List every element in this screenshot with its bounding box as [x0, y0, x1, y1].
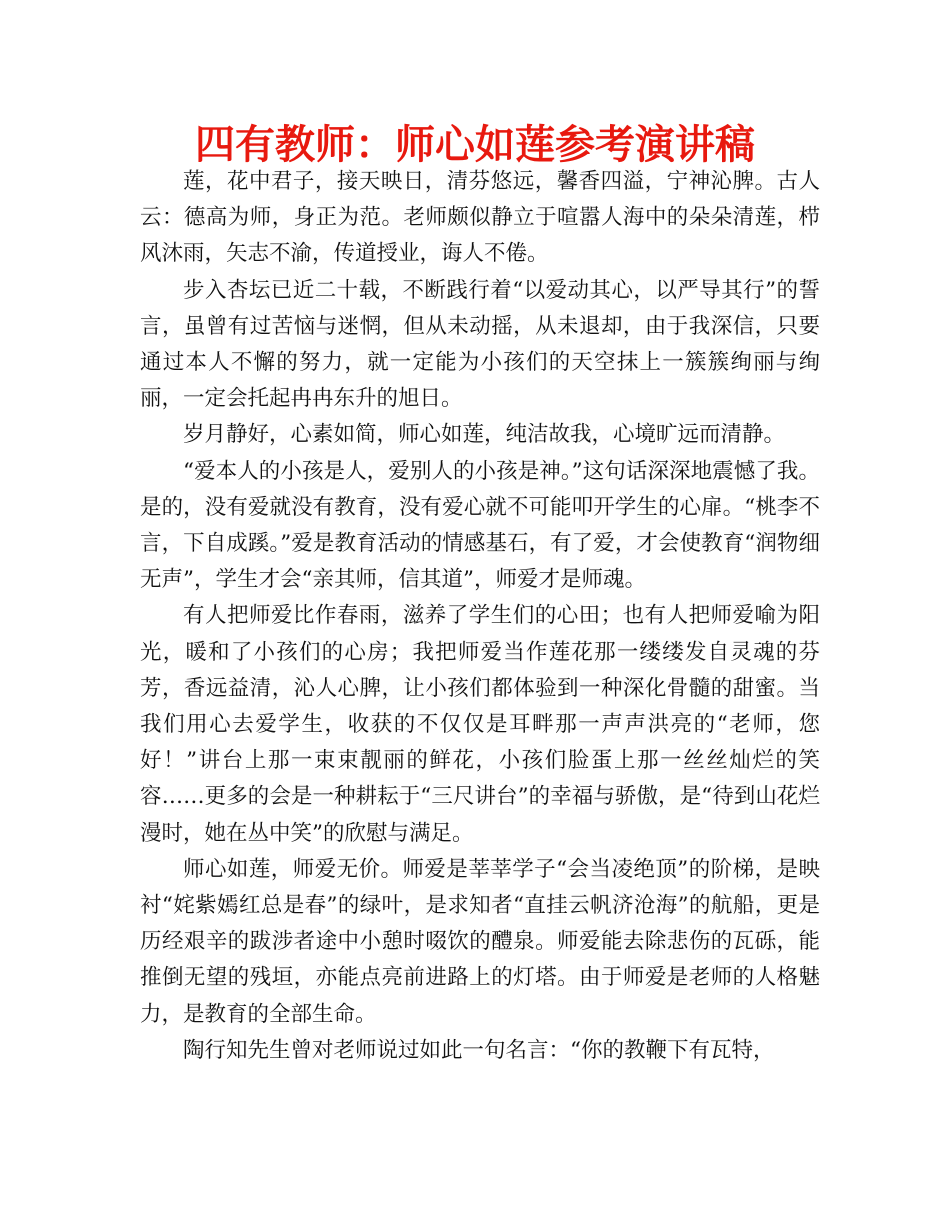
paragraph-6: 师心如莲，师爱无价。师爱是莘莘学子“会当凌绝顶”的阶梯，是映衬“姹紫嫣红总是春”的绿叶，是求知者“直挂云帆济沧海”的航船，更是历经艰辛的跋涉者途中小憩时啜饮的醴泉。师爱能去除悲伤的瓦砾，能推倒无望的残垣，亦能点亮前进路上的灯塔。由于师爱是老师的人格魅力，是教育的全部生命。	[140, 856, 820, 1027]
paragraph-2: 步入杏坛已近二十载，不断践行着“以爱动其心，以严导其行”的誓言，虽曾有过苦恼与迷惘，但从未动摇，从未退却，由于我深信，只要通过本人不懈的努力，就一定能为小孩们的天空抹上一簇簇绚丽与绚丽，一定会托起冉冉东升的旭日。	[140, 277, 820, 412]
paragraph-4: “爱本人的小孩是人，爱别人的小孩是神。”这句话深深地震憾了我。是的，没有爱就没有教育，没有爱心就不可能叩开学生的心扉。“桃李不言，下自成蹊。”爱是教育活动的情感基石，有了爱，才会使教育“润物细无声”，学生才会“亲其师，信其道”，师爱才是师魂。	[140, 458, 820, 593]
paragraph-3: 岁月静好，心素如简，师心如莲，纯洁故我，心境旷远而清静。	[183, 422, 786, 448]
document-body	[140, 164, 820, 1069]
paragraph-1: 莲，花中君子，接天映日，清芬悠远，馨香四溢，宁神沁脾。古人云：德高为师，身正为范。老师颇似静立于喧嚣人海中的朵朵清莲，栉风沐雨，矢志不渝，传道授业，诲人不倦。	[140, 169, 820, 267]
paragraph-5: 有人把师爱比作春雨，滋养了学生们的心田；也有人把师爱喻为阳光，暖和了小孩们的心房；我把师爱当作莲花那一缕缕发自灵魂的芬芳，香远益清，沁人心脾，让小孩们都体验到一种深化骨髓的甜蜜。当我们用心去爱学生，收获的不仅仅是耳畔那一声声洪亮的“老师，您好！”讲台上那一束束靓丽的鲜花，小孩们脸蛋上那一丝丝灿烂的笑容……更多的会是一种耕耘于“三尺讲台”的幸福与骄傲，是“待到山花烂漫时，她在丛中笑”的欣慰与满足。	[140, 603, 820, 846]
paragraph-7: 陶行知先生曾对老师说过如此一句名言：“你的教鞭下有瓦特，	[183, 1037, 775, 1063]
document-title: 四有教师：师心如莲参考演讲稿	[195, 122, 755, 168]
